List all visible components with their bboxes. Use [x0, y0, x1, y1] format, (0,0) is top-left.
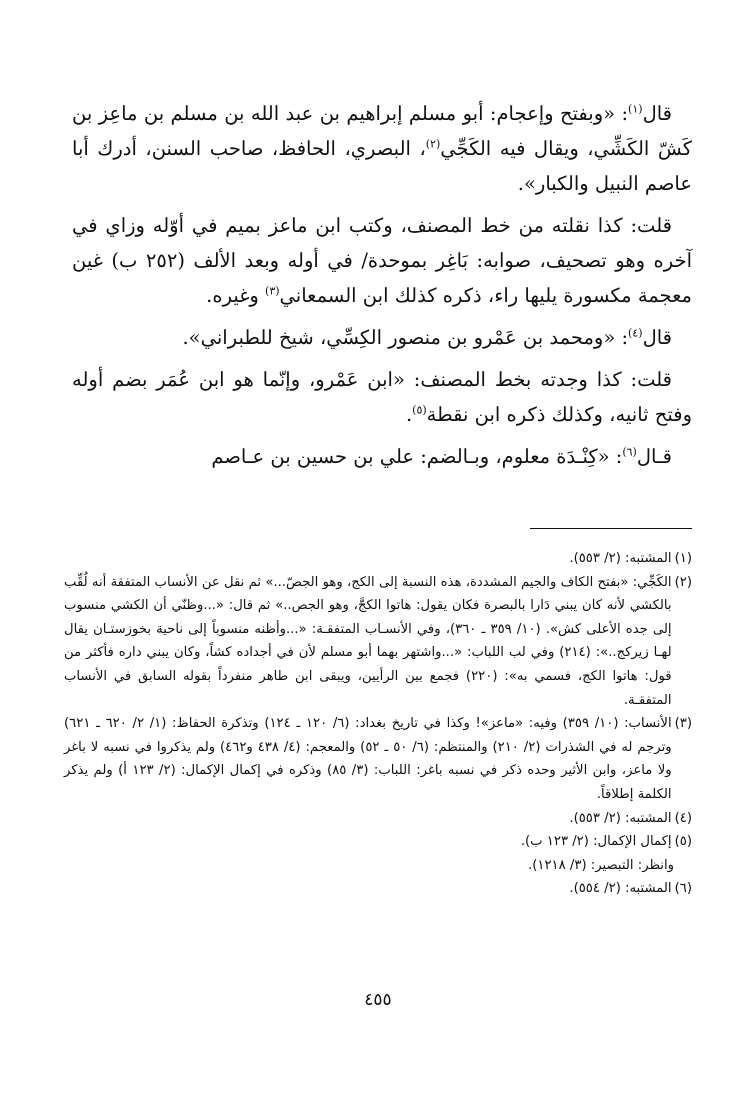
footnote-number: (٦)	[674, 881, 692, 897]
footnote-text: الكَجِّي: «بفتح الكاف والجيم المشددة، هذه النسبة إلى الكج، وهو الجصّ...» ثم نقل عن الأنساب المتفقة أنه لُقِّب بالكشي لأنه كان يبني دَارا بالبصرة فكان يقول: هاتوا الكجَّ، وهو الجص..» ثم قال: «...وظنّي أن الكشي منسوب إلى جده الأعلى كش». (١٠/ ٣٥٩ ـ ٣٦٠)، وفي الأنسـاب المتفقـة: «...وأظنه منسوباً إلى ناحية بخوزستـان يقال لهـا زيركج..»: (٢١٤) وفي لب اللباب: «...واشتهر بهما أبو مسلم لأن في أجداده كشاً، وكان يبني داره فأكثر من قول: هاتوا الكج، فسمي به»: (٢٢٠) فجمع بين الرأيين، ويبقى ابن طاهر منفرداً بقوله السابق في الأنساب المتفقـة.	[64, 574, 672, 708]
footnote-text: المشتبه: (٢/ ٥٥٤).	[569, 881, 672, 897]
paragraph-text: ، البصري، الحافظ، صاحب السنن، أدرك أبا عاصم النبيل والكبار».	[72, 137, 692, 195]
footnote-number: (٣)	[674, 716, 692, 732]
footnote-ref[interactable]: (٢)	[425, 137, 441, 151]
paragraph-5	[72, 439, 692, 474]
quote-marker: قال	[642, 102, 672, 125]
footnote-ref[interactable]: (٦)	[622, 445, 637, 459]
footnote-6	[64, 877, 692, 901]
footnote-1	[64, 547, 692, 571]
footnotes	[64, 547, 692, 901]
footnote-ref[interactable]: (٣)	[265, 284, 280, 298]
paragraph-text: : «ومحمد بن عَمْرو بن منصور الكِسِّي، شيخ للطبراني».	[182, 326, 629, 349]
footnote-divider	[530, 528, 692, 530]
footnote-number: (٢)	[674, 574, 692, 590]
footnote-text: المشتبه: (٢/ ٥٥٣).	[569, 551, 672, 566]
paragraph-2	[72, 208, 692, 313]
footnote-ref[interactable]: (٤)	[628, 326, 643, 340]
footnote-text: المشتبه: (٢/ ٥٥٣).	[569, 810, 672, 826]
paragraph-1	[72, 96, 692, 201]
paragraph-4	[72, 362, 692, 432]
footnote-text: الأنساب: (١٠/ ٣٥٩) وفيه: «ماعز»! وكذا في تاريخ بغداد: (٦/ ١٢٠ ـ ١٢٤) وتذكرة الحفاظ: (١/ ٢/ ٦٢٠ ـ ٦٢١) وترجم له في الشذرات (٢/ ٢١٠) والمنتظم: (٦/ ٥٠ ـ ٥٢) والمعجم: (٤/ ٤٣٨ و٤٦٢) ولم يذكروا في نسبه لا باغر ولا ماعز، وابن الأثير وحده ذكر في نسبه باغر: اللباب: (٣/ ٨٥) وذكره في إكمال الإكمال: (٢/ ١٢٣ أ) ولم يذكر الكلمة إطلاقاً.	[64, 716, 672, 802]
paragraph-text: : «كِنْـدَة معلوم، وبـالضم: علي بن حسين بن عـاصم	[211, 445, 623, 468]
paragraph-3	[72, 320, 692, 355]
footnote-5-continuation	[64, 854, 692, 878]
paragraph-text: : «وبفتح وإعجام: أبو مسلم إبراهيم بن عبد الله بن مسلم بن ماعِز بن كَشّ الكَشِّي، ويقال فيه الكَجِّي	[72, 102, 692, 160]
footnote-ref[interactable]: (٥)	[412, 403, 427, 417]
paragraph-text: قلت: كذا وجدته بخط المصنف: «ابن عَمْرو، وإنّما هو ابن عُمَر بضم أوله وفتح ثانيه، وكذلك ذكره ابن نقطة	[72, 368, 692, 426]
page-number: ٤٥٥	[364, 990, 392, 1010]
paragraph-text: قلت: كذا نقلته من خط المصنف، وكتب ابن ماعز بميم في أوّله وزاي في آخره وهو تصحيف، صوابه: بَاغِر بموحدة/ في أوله وبعد الألف (٢٥٢ ب) غين معجمة مكسورة يليها راء، ذكره كذلك ابن السمعاني	[72, 214, 692, 307]
footnote-number: (٤)	[674, 810, 692, 826]
footnote-4	[64, 807, 692, 831]
footnote-2	[64, 571, 692, 713]
footnote-text: إكمال الإكمال: (٢/ ١٢٣ ب).	[520, 834, 672, 850]
footnote-number: (١)	[674, 551, 692, 566]
paragraph-text: .	[405, 403, 413, 426]
footnote-number: (٥)	[674, 834, 692, 850]
quote-marker: قـال	[636, 445, 672, 468]
footnote-ref[interactable]: (١)	[628, 102, 643, 116]
quote-marker: قال	[642, 326, 672, 349]
footnote-5	[64, 830, 692, 854]
main-text	[72, 96, 692, 481]
footnote-text: وانظر: التبصير: (٣/ ١٢١٨).	[528, 857, 674, 873]
paragraph-text: وغيره.	[206, 284, 266, 307]
footnote-3	[64, 712, 692, 806]
